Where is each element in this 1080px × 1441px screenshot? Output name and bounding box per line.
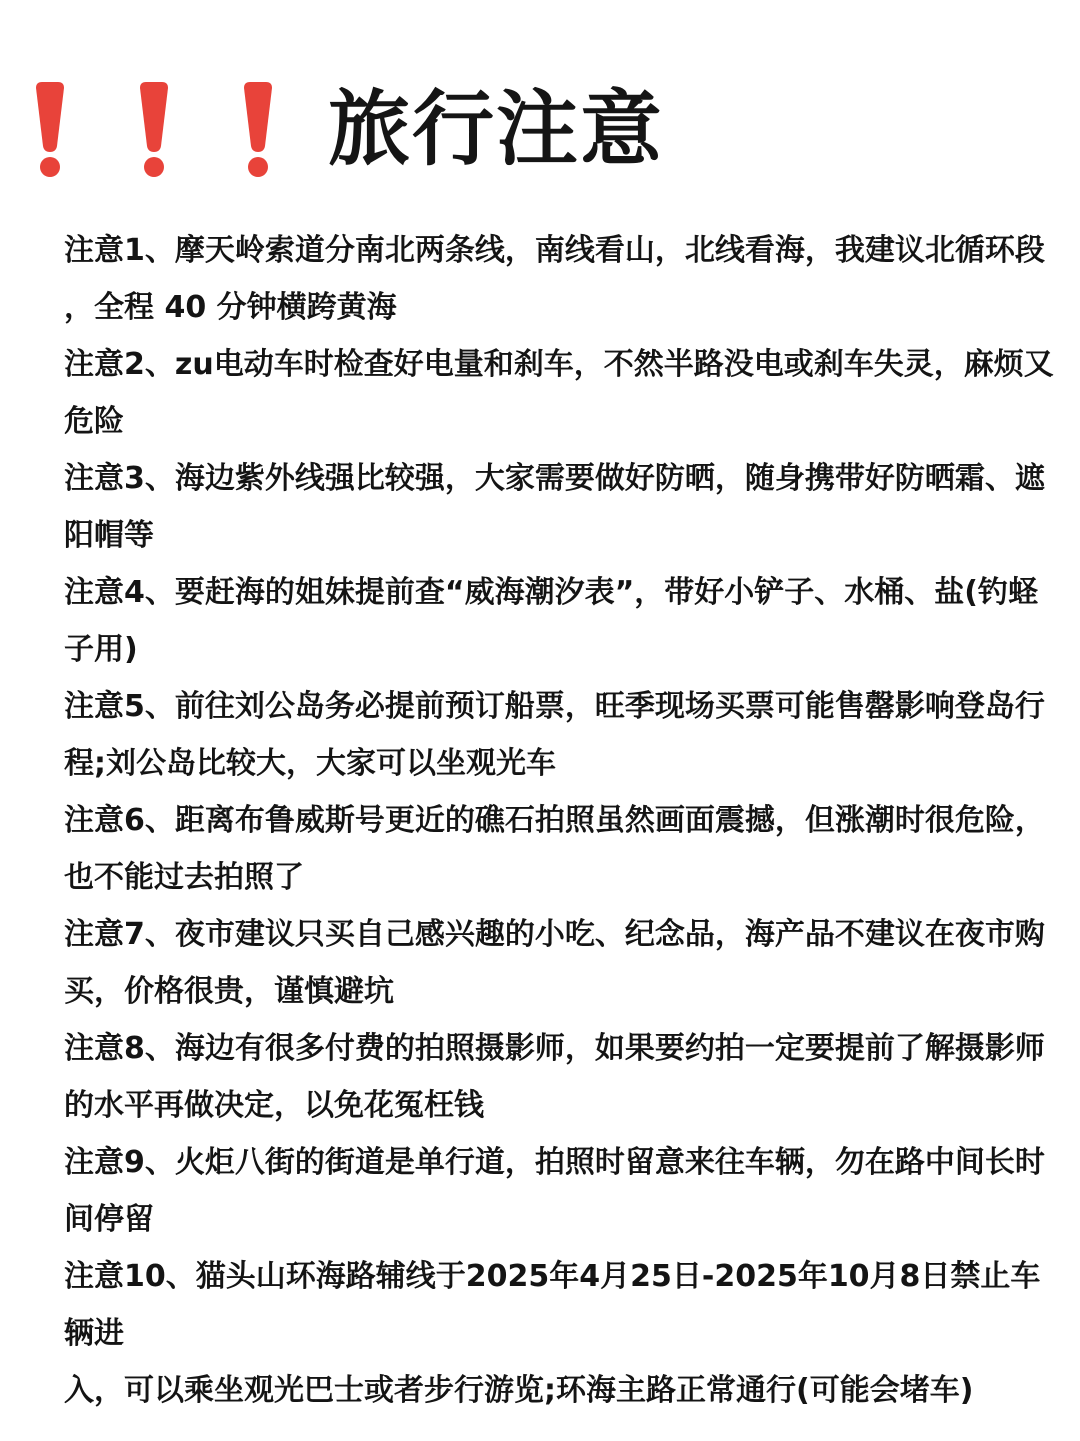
notes-list	[64, 222, 1054, 1419]
note-item: 注意1、摩天岭索道分南北两条线，南线看山，北线看海，我建议北循环段 ，全程 40 分钟横跨黄海	[64, 233, 1045, 325]
note-item: 注意4、要赶海的姐妹提前查“威海潮汐表”，带好小铲子、水桶、盐(钓蛏 子用)	[64, 575, 1039, 667]
note-item: 注意2、zu电动车时检查好电量和刹车，不然半路没电或刹车失灵，麻烦又 危险	[64, 347, 1054, 439]
exclamation-icons	[32, 82, 328, 178]
note-item: 注意5、前往刘公岛务必提前预订船票，旺季现场买票可能售罄影响登岛行 程;刘公岛比较大，大家可以坐观光车	[64, 689, 1045, 781]
exclamation-icon	[240, 82, 276, 178]
title-row	[32, 70, 664, 190]
note-item: 注意8、海边有很多付费的拍照摄影师，如果要约拍一定要提前了解摄影师 的水平再做决定，以免花冤枉钱	[64, 1031, 1045, 1123]
note-item: 注意10、猫头山环海路辅线于2025年4月25日-2025年10月8日禁止车辆进 入，可以乘坐观光巴士或者步行游览;环海主路正常通行(可能会堵车)	[64, 1259, 1041, 1408]
note-item: 注意3、海边紫外线强比较强，大家需要做好防晒，随身携带好防晒霜、遮 阳帽等	[64, 461, 1045, 553]
page-title: 旅行注意	[328, 82, 665, 177]
note-item: 注意9、火炬八街的街道是单行道，拍照时留意来往车辆，勿在路中间长时 间停留	[64, 1145, 1045, 1237]
exclamation-icon	[32, 82, 68, 178]
note-item: 注意7、夜市建议只买自己感兴趣的小吃、纪念品，海产品不建议在夜市购 买，价格很贵，谨慎避坑	[64, 917, 1045, 1009]
exclamation-icon	[136, 82, 172, 178]
note-item: 注意6、距离布鲁威斯号更近的礁石拍照虽然画面震撼，但涨潮时很危险， 也不能过去拍照了	[64, 803, 1045, 895]
